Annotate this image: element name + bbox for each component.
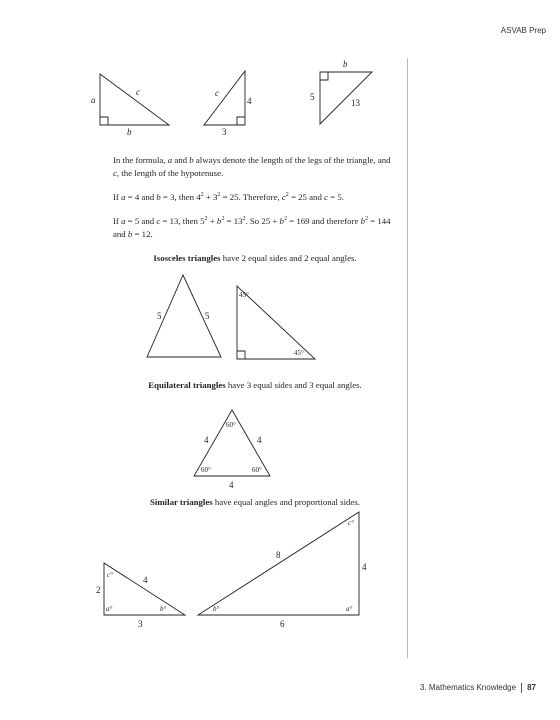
sim-small-left: 2 <box>96 585 101 595</box>
iso-bottom-angle: 45° <box>294 349 304 357</box>
sim-large-hyp: 8 <box>276 550 281 560</box>
iso-top-angle: 45° <box>239 291 249 299</box>
eq-left-angle: 60° <box>201 466 211 474</box>
page-footer <box>420 683 536 693</box>
eq-right-angle: 60° <box>252 466 262 474</box>
footer-separator <box>521 683 522 693</box>
right-angle-mark-3 <box>320 72 328 80</box>
eq-base: 4 <box>229 480 234 490</box>
label-c-2: c <box>215 88 219 98</box>
similar-triangle-small <box>104 563 185 615</box>
paragraph-example-2: If a = 5 and c = 13, then $5^2 + b^2 = 13^2$. So $25 + b^2 = 169$ and therefore $b^2 = 144$ and b = 12. <box>113 216 391 239</box>
equilateral-caption: Equilateral triangles have 3 equal sides and 3 equal angles. <box>148 380 362 390</box>
label-base-3: 3 <box>222 127 227 137</box>
eq-top-angle: 60° <box>226 421 236 429</box>
sim-small-c: c° <box>107 571 113 579</box>
paragraph-example-1: If a = 4 and b = 3, then $4^2 + 3^2 = 25$. Therefore, $c^2 = 25$ and c = 5. <box>113 192 344 202</box>
chapter-title: 3. Mathematics Knowledge <box>420 683 517 693</box>
label-side-4: 4 <box>247 96 252 106</box>
label-b: b <box>127 127 132 137</box>
right-triangle-1 <box>100 74 169 125</box>
paragraph-formula: In the formula, a and b always denote the length of the legs of the triangle, and c, the length of the hypotenuse. <box>113 155 391 178</box>
isosceles-caption: Isosceles triangles have 2 equal sides and 2 equal angles. <box>153 253 357 263</box>
right-angle-mark-1 <box>100 117 108 125</box>
sim-large-b: b° <box>213 605 220 613</box>
sim-small-a: a° <box>106 605 113 613</box>
sim-large-a: a° <box>346 605 353 613</box>
running-header: ASVAB Prep <box>500 26 546 35</box>
eq-left-side: 4 <box>204 435 209 445</box>
page-number: 87 <box>527 683 536 693</box>
right-angle-mark-2 <box>237 117 245 125</box>
eq-right-side: 4 <box>257 435 262 445</box>
sim-small-b: b° <box>160 605 167 613</box>
label-b-top: b <box>343 59 348 69</box>
label-c: c <box>136 87 140 97</box>
similar-caption: Similar triangles have equal angles and proportional sides. <box>150 497 360 507</box>
sim-small-base: 3 <box>138 619 143 629</box>
sim-large-base: 6 <box>280 619 285 629</box>
sim-large-c: c° <box>348 519 354 527</box>
iso-right-label: 5 <box>205 311 210 321</box>
label-side-5: 5 <box>310 92 315 102</box>
label-hyp-13: 13 <box>351 98 360 108</box>
label-a: a <box>91 95 96 105</box>
sim-small-hyp: 4 <box>143 575 148 585</box>
iso-left-label: 5 <box>157 311 162 321</box>
similar-triangle-large <box>198 512 359 615</box>
right-angle-mark-4 <box>237 351 245 359</box>
sim-large-right: 4 <box>362 562 367 572</box>
